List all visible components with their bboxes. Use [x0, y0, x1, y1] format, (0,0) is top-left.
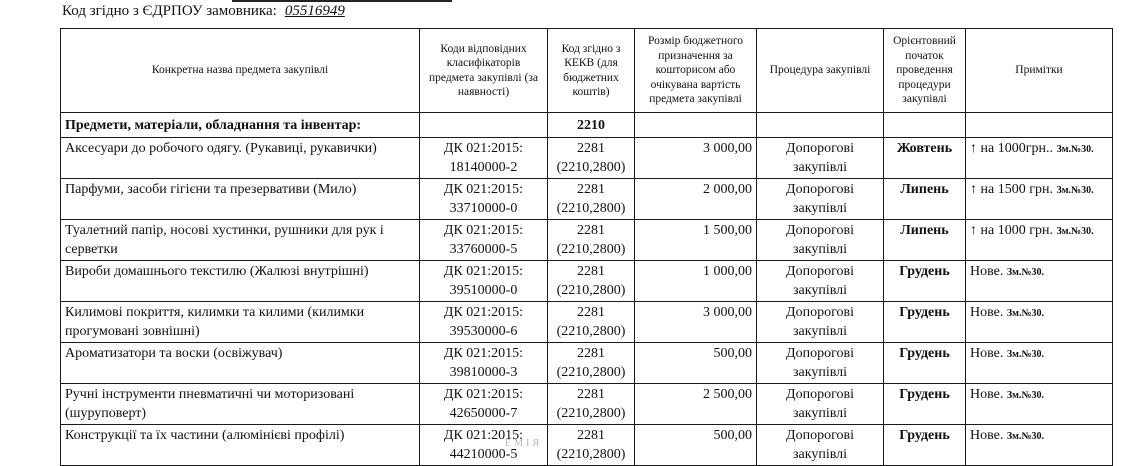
- item-start-month: Липень: [884, 220, 966, 261]
- item-name: Туалетний папір, носові хустинки, рушники для рук і серветки: [61, 220, 420, 261]
- item-kekv: 2281 (2210,2800): [548, 302, 635, 343]
- item-procedure: Допорогові закупівлі: [757, 343, 884, 384]
- item-classifier-code: ДК 021:2015: 18140000-2: [420, 138, 548, 179]
- item-note: ↑ на 1500 грн. Зм.№30.: [966, 179, 1113, 220]
- item-note: Нове. Зм.№30.: [966, 425, 1113, 466]
- column-header-procedure: Процедура закупівлі: [757, 29, 884, 113]
- item-name: Килимові покриття, килимки та килими (килимки прогумовані зовнішні): [61, 302, 420, 343]
- table-header-row: [61, 29, 1113, 113]
- item-name: Аксесуари до робочого одягу. (Рукавиці, рукавички): [61, 138, 420, 179]
- item-kekv: 2281 (2210,2800): [548, 179, 635, 220]
- item-amount: 1 500,00: [635, 220, 757, 261]
- customer-code-label: Код згідно з ЄДРПОУ замовника:: [62, 3, 277, 19]
- item-amount: 2 000,00: [635, 179, 757, 220]
- column-header-name: Конкретна назва предмета закупівлі: [61, 29, 420, 113]
- item-procedure: Допорогові закупівлі: [757, 302, 884, 343]
- table-row: [61, 261, 1113, 302]
- item-procedure: Допорогові закупівлі: [757, 179, 884, 220]
- item-classifier-code: ДК 021:2015: 33710000-0: [420, 179, 548, 220]
- item-procedure: Допорогові закупівлі: [757, 261, 884, 302]
- item-start-month: Грудень: [884, 425, 966, 466]
- group-amount: [635, 113, 757, 138]
- table-row: [61, 384, 1113, 425]
- column-header-start: Орієнтовний початок проведення процедури закупівлі: [884, 29, 966, 113]
- item-classifier-code: ДК 021:2015: 39810000-3: [420, 343, 548, 384]
- table-row: [61, 425, 1113, 466]
- procurement-plan-table: [60, 28, 1113, 466]
- column-header-notes: Примітки: [966, 29, 1113, 113]
- item-kekv: 2281 (2210,2800): [548, 384, 635, 425]
- group-kekv: 2210: [548, 113, 635, 138]
- item-procedure: Допорогові закупівлі: [757, 425, 884, 466]
- item-amount: 500,00: [635, 343, 757, 384]
- item-name: Вироби домашнього текстилю (Жалюзі внутрішні): [61, 261, 420, 302]
- customer-code-value: 05516949: [284, 3, 345, 19]
- item-start-month: Грудень: [884, 302, 966, 343]
- item-kekv: 2281 (2210,2800): [548, 138, 635, 179]
- header-rule: [232, 0, 452, 2]
- customer-code-line: [62, 3, 345, 20]
- item-classifier-code: ДК 021:2015: 44210000-5: [420, 425, 548, 466]
- item-procedure: Допорогові закупівлі: [757, 220, 884, 261]
- table-row: [61, 179, 1113, 220]
- item-classifier-code: ДК 021:2015: 33760000-5: [420, 220, 548, 261]
- item-classifier-code: ДК 021:2015: 39530000-6: [420, 302, 548, 343]
- item-note: Нове. Зм.№30.: [966, 302, 1113, 343]
- item-start-month: Грудень: [884, 384, 966, 425]
- item-classifier-code: ДК 021:2015: 39510000-0: [420, 261, 548, 302]
- item-amount: 2 500,00: [635, 384, 757, 425]
- item-note: Нове. Зм.№30.: [966, 261, 1113, 302]
- item-kekv: 2281 (2210,2800): [548, 343, 635, 384]
- group-title: Предмети, матеріали, обладнання та інвентар:: [61, 113, 420, 138]
- item-name: Парфуми, засоби гігієни та презервативи (Мило): [61, 179, 420, 220]
- item-amount: 1 000,00: [635, 261, 757, 302]
- column-header-kekv: Код згідно з КЕКВ (для бюджетних коштів): [548, 29, 635, 113]
- item-amount: 500,00: [635, 425, 757, 466]
- item-amount: 3 000,00: [635, 302, 757, 343]
- item-amount: 3 000,00: [635, 138, 757, 179]
- item-start-month: Липень: [884, 179, 966, 220]
- item-kekv: 2281 (2210,2800): [548, 261, 635, 302]
- item-kekv: 2281 (2210,2800): [548, 425, 635, 466]
- group-notes: [966, 113, 1113, 138]
- item-note: ↑ на 1000 грн. Зм.№30.: [966, 220, 1113, 261]
- item-note: Нове. Зм.№30.: [966, 384, 1113, 425]
- item-note: ↑ на 1000грн.. Зм.№30.: [966, 138, 1113, 179]
- item-classifier-code: ДК 021:2015: 42650000-7: [420, 384, 548, 425]
- table-row: [61, 138, 1113, 179]
- table-row: [61, 343, 1113, 384]
- item-name: Конструкції та їх частини (алюмінієві профілі): [61, 425, 420, 466]
- item-note: Нове. Зм.№30.: [966, 343, 1113, 384]
- table-row: [61, 220, 1113, 261]
- item-procedure: Допорогові закупівлі: [757, 384, 884, 425]
- stamp-mark: ЕМІЯ: [505, 438, 542, 449]
- item-name: Ручні інструменти пневматичні чи моторизовані (шуруповерт): [61, 384, 420, 425]
- group-procedure: [757, 113, 884, 138]
- column-header-codes: Коди відповідних класифікаторів предмета закупівлі (за наявності): [420, 29, 548, 113]
- group-start: [884, 113, 966, 138]
- column-header-amount: Розмір бюджетного призначення за кошторисом або очікувана вартість предмета закупівлі: [635, 29, 757, 113]
- table-row: [61, 302, 1113, 343]
- item-procedure: Допорогові закупівлі: [757, 138, 884, 179]
- item-kekv: 2281 (2210,2800): [548, 220, 635, 261]
- group-row: [61, 113, 1113, 138]
- item-start-month: Жовтень: [884, 138, 966, 179]
- item-start-month: Грудень: [884, 343, 966, 384]
- item-start-month: Грудень: [884, 261, 966, 302]
- item-name: Ароматизатори та воски (освіжувач): [61, 343, 420, 384]
- group-codes: [420, 113, 548, 138]
